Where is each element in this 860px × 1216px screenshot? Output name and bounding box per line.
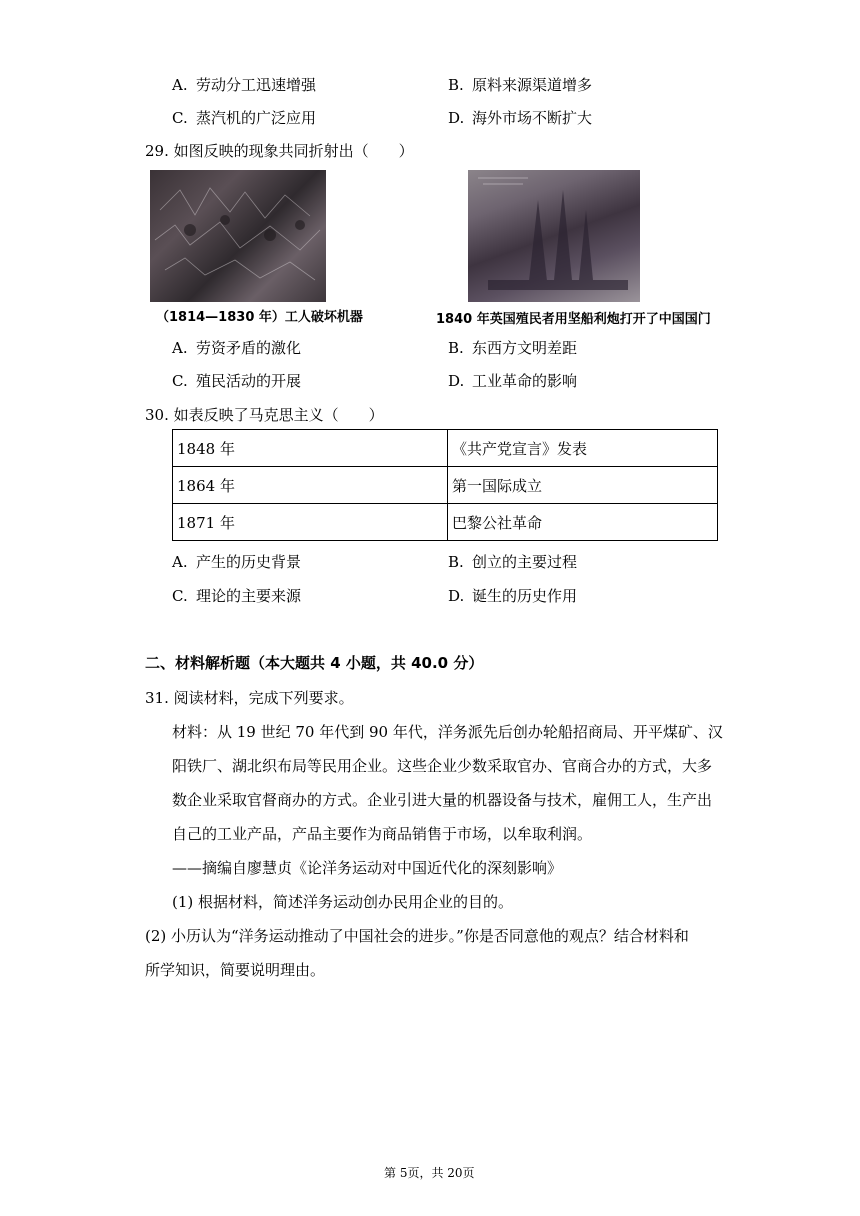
option-letter: A.: [172, 553, 188, 571]
q29-option-a: [172, 337, 301, 358]
q30-option-a: [172, 551, 301, 572]
option-letter: B.: [448, 76, 464, 94]
page-footer: 第 5页，共 20页: [384, 1166, 475, 1180]
q30-option-b: [448, 551, 577, 572]
ships-illustration: [468, 170, 640, 302]
option-text: 原料来源渠道增多: [472, 76, 593, 94]
question-text: 阅读材料，完成下列要求。: [173, 689, 354, 707]
option-text: 蒸汽机的广泛应用: [196, 109, 317, 127]
material-line: 材料：从 19 世纪 70 年代到 90 年代，洋务派先后创办轮船招商局、开平煤矿、汉: [172, 723, 723, 741]
option-letter: C.: [172, 109, 188, 127]
table-cell-year: 1871 年: [173, 504, 448, 541]
option-letter: B.: [448, 339, 464, 357]
image1-caption: （1814—1830 年）工人破坏机器: [156, 310, 363, 325]
q28-option-a: [172, 74, 316, 95]
question-text: 如表反映了马克思主义（ ）: [173, 406, 384, 424]
option-letter: D.: [448, 372, 465, 390]
q30-stem: [145, 404, 384, 425]
option-text: 劳动分工迅速增强: [196, 76, 317, 94]
table-cell-event: 《共产党宣言》发表: [448, 430, 718, 467]
question-number: 29.: [145, 142, 169, 160]
image2-caption: 1840 年英国殖民者用坚船利炮打开了中国国门: [436, 312, 711, 327]
option-letter: D.: [448, 109, 465, 127]
q29-option-d: [448, 370, 577, 391]
sub-question-1: (1) 根据材料，简述洋务运动创办民用企业的目的。: [172, 893, 514, 911]
sub-question-2-line2: 所学知识，简要说明理由。: [145, 961, 326, 979]
option-letter: A.: [172, 76, 188, 94]
table-cell-year: 1848 年: [173, 430, 448, 467]
marxism-timeline-table: [172, 429, 718, 541]
option-text: 工业革命的影响: [472, 372, 578, 390]
option-text: 东西方文明差距: [472, 339, 578, 357]
material-line: 阳铁厂、湖北织布局等民用企业。这些企业少数采取官办、官商合办的方式，大多: [172, 757, 713, 775]
sub-question-2-line1: (2) 小历认为“洋务运动推动了中国社会的进步。”你是否同意他的观点？结合材料和: [145, 927, 689, 945]
question-number: 31.: [145, 689, 169, 707]
question-number: 30.: [145, 406, 169, 424]
table-row: [173, 504, 718, 541]
q30-option-c: [172, 585, 301, 606]
q28-option-b: [448, 74, 592, 95]
option-text: 产生的历史背景: [196, 553, 302, 571]
crowd-illustration: [150, 170, 326, 302]
option-text: 劳资矛盾的激化: [196, 339, 302, 357]
workers-breaking-machines-image: [150, 170, 326, 302]
q29-option-b: [448, 337, 577, 358]
material-line: 数企业采取官督商办的方式。企业引进大量的机器设备与技术，雇佣工人，生产出: [172, 791, 713, 809]
table-cell-year: 1864 年: [173, 467, 448, 504]
material-source: ——摘编自廖慧贞《论洋务运动对中国近代化的深刻影响》: [172, 859, 563, 877]
q29-option-c: [172, 370, 301, 391]
option-letter: B.: [448, 553, 464, 571]
option-letter: C.: [172, 587, 188, 605]
table-cell-event: 第一国际成立: [448, 467, 718, 504]
q30-option-d: [448, 585, 577, 606]
option-letter: D.: [448, 587, 465, 605]
option-text: 创立的主要过程: [472, 553, 578, 571]
option-letter: A.: [172, 339, 188, 357]
option-text: 诞生的历史作用: [472, 587, 578, 605]
question-text: 如图反映的现象共同折射出（ ）: [173, 142, 414, 160]
option-text: 海外市场不断扩大: [472, 109, 593, 127]
table-cell-event: 巴黎公社革命: [448, 504, 718, 541]
opium-war-ships-image: [468, 170, 640, 302]
q31-stem: [145, 687, 354, 708]
q28-option-d: [448, 107, 592, 128]
option-letter: C.: [172, 372, 188, 390]
option-text: 殖民活动的开展: [196, 372, 302, 390]
section-title: 二、材料解析题（本大题共 4 小题，共 40.0 分）: [145, 654, 484, 672]
table-row: [173, 430, 718, 467]
table-row: [173, 467, 718, 504]
material-line: 自己的工业产品，产品主要作为商品销售于市场，以牟取利润。: [172, 825, 593, 843]
option-text: 理论的主要来源: [196, 587, 302, 605]
q28-option-c: [172, 107, 316, 128]
q29-stem: [145, 140, 414, 161]
